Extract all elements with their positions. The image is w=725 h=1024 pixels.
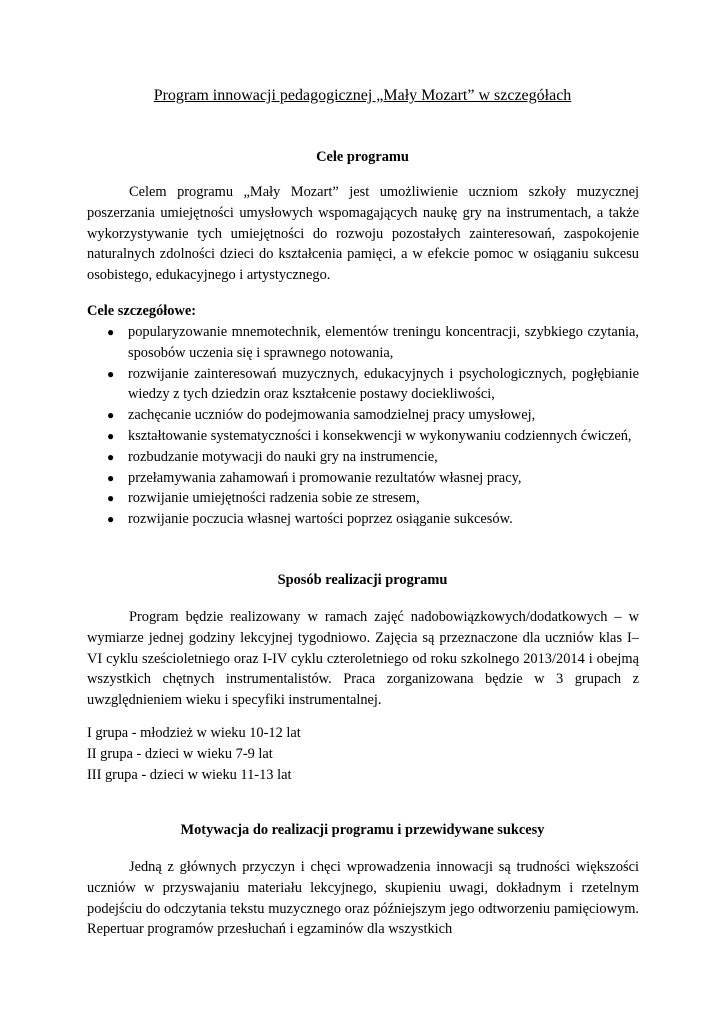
- bullet-icon: ●: [107, 408, 115, 423]
- groups-list: [87, 723, 301, 786]
- detailed-goals-list: [87, 322, 639, 530]
- bullet-icon: ●: [107, 491, 115, 506]
- motivation-paragraph: Jedną z głównych przyczyn i chęci wprowadzenia innowacji są trudności większości uczniów w przyswajaniu materiału lekcyjnego, skupieniu uwagi, dokładnym i rzetelnym podejściu do odczytania tekstu muzycznego oraz późniejszym jego odtworzeniu pamięciowym. Repertuar programów przesłuchań i egzaminów dla wszystkich: [87, 859, 639, 938]
- list-item: ● przełamywania zahamowań i promowanie rezultatów własnej pracy,: [87, 468, 639, 489]
- bullet-icon: ●: [107, 512, 115, 527]
- group-item: I grupa - młodzież w wieku 10-12 lat: [87, 725, 301, 741]
- list-item: ● rozwijanie zainteresowań muzycznych, edukacyjnych i psychologicznych, pogłębianie wiedzy z tych dziedzin oraz kształcenie postawy dociekliwości,: [107, 365, 639, 403]
- detailed-goals-heading: Cele szczegółowe:: [87, 303, 197, 319]
- realization-paragraph: Program będzie realizowany w ramach zajęć nadobowiązkowych/dodatkowych – w wymiarze jednej godziny lekcyjnej tygodniowo. Zajęcia są przeznaczone dla uczniów klas I–VI cyklu sześcioletniego oraz I-IV cyklu czteroletniego od roku szkolnego 2013/2014 i obejmą wszystkich chętnych instrumentalistów. Praca zorganizowana będzie w 3 grupach z uwzględnieniem wieku i specyfiki instrumentalnej.: [87, 609, 639, 709]
- group-item: III grupa - dzieci w wieku 11-13 lat: [87, 767, 292, 783]
- list-item: ● kształtowanie systematyczności i konsekwencji w wykonywaniu codziennych ćwiczeń,: [87, 426, 639, 447]
- bullet-icon: ●: [107, 470, 115, 485]
- bullet-icon: ●: [107, 428, 115, 443]
- list-item: ● rozbudzanie motywacji do nauki gry na instrumencie,: [87, 447, 639, 468]
- section-heading-realization: Sposób realizacji programu: [277, 572, 448, 588]
- list-item: ● rozwijanie umiejętności radzenia sobie ze stresem,: [87, 488, 639, 509]
- bullet-icon: ●: [107, 325, 115, 339]
- bullet-icon: ●: [107, 366, 115, 381]
- list-item: ● popularyzowanie mnemotechnik, elementów treningu koncentracji, szybkiego czytania, sposobów uczenia się i sprawnego notowania,: [107, 324, 639, 361]
- goals-paragraph: Celem programu „Mały Mozart” jest umożliwienie uczniom szkoły muzycznej poszerzania umiejętności umysłowych wspomagających naukę gry na instrumentach, a także wykorzystywanie tych umiejętności do rozwoju pozostałych zainteresowań, zaspokojenie naturalnych zdolności dzieci do kształcenia pamięci, a w efekcie pomoc w osiąganiu sukcesu osobistego, edukacyjnego i artystycznego.: [87, 184, 639, 284]
- group-item: II grupa - dzieci w wieku 7-9 lat: [87, 746, 273, 762]
- section-heading-goals: Cele programu: [316, 149, 409, 165]
- document-title: Program innowacji pedagogicznej „Mały Mozart” w szczegółach: [153, 87, 572, 104]
- list-item: ● rozwijanie poczucia własnej wartości poprzez osiąganie sukcesów.: [87, 509, 639, 530]
- list-item: ● zachęcanie uczniów do podejmowania samodzielnej pracy umysłowej,: [87, 405, 639, 426]
- section-heading-motivation: Motywacja do realizacji programu i przewidywane sukcesy: [180, 822, 545, 838]
- bullet-icon: ●: [107, 449, 115, 464]
